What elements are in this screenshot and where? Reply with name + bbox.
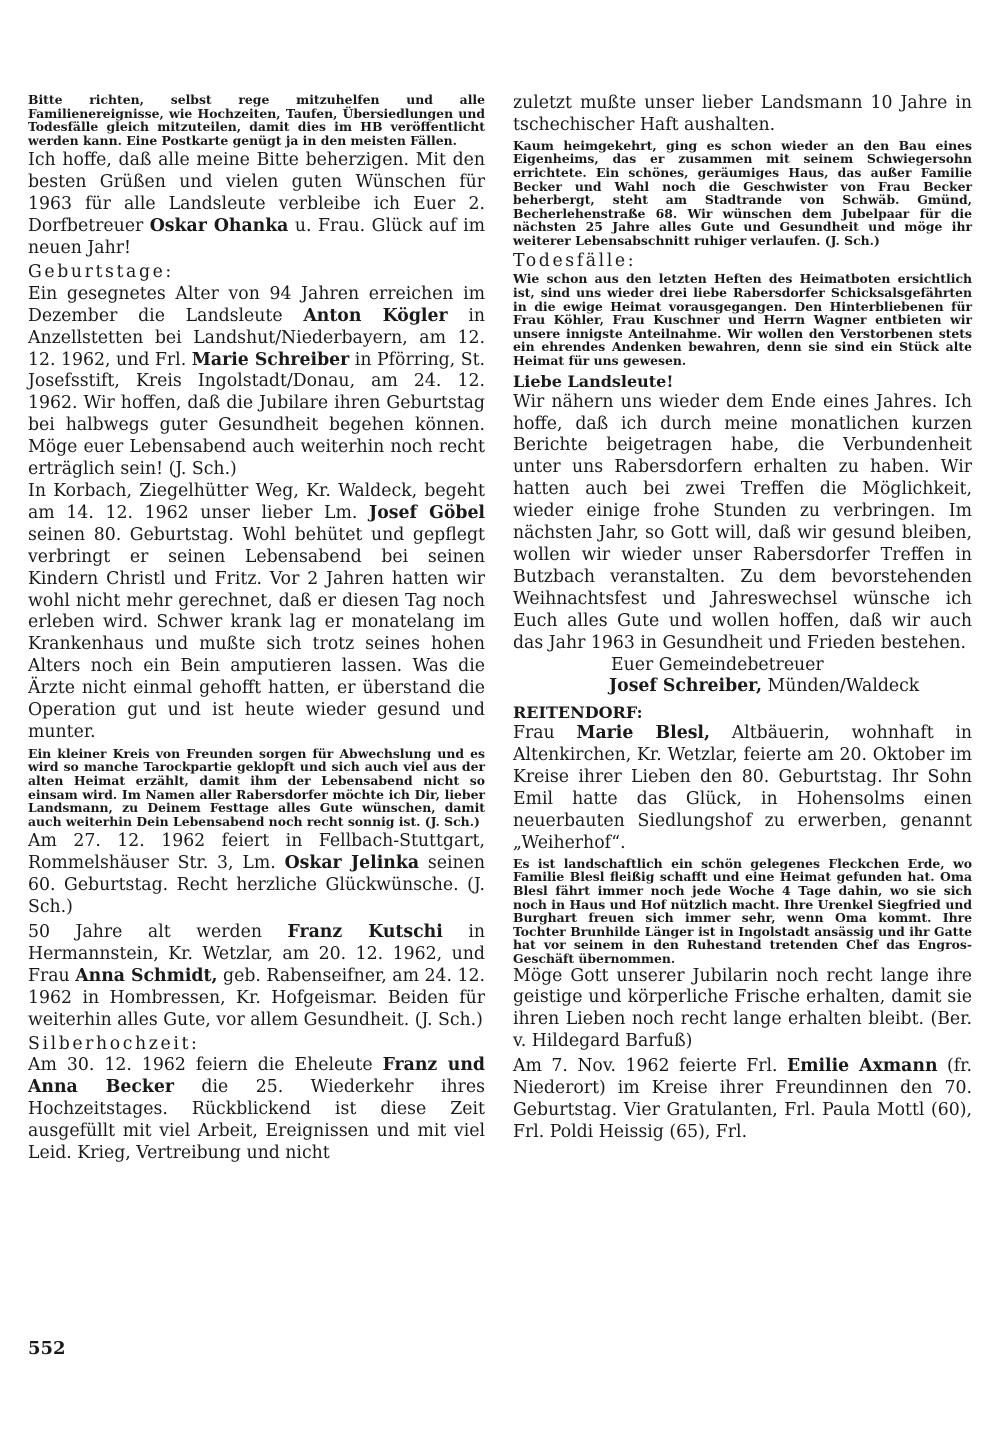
name-anton-koegler: Anton Kögler [303, 305, 448, 326]
page-number: 552 [28, 1338, 66, 1359]
name-franz-anna-becker: Franz und Anna Becker [28, 1055, 485, 1098]
paragraph-blesl-wishes: Möge Gott unserer Jubilarin noch recht lange ihre geistige und körperliche Frische erhalten, damit sie ihren Lieben noch recht lange erhalten bleibt. (Ber. v. Hildegard Barfuß) [513, 965, 972, 1052]
name-josef-schreiber: Josef Schreiber, [609, 676, 763, 697]
heading-reitendorf: REITENDORF: [513, 703, 643, 723]
paragraph-report-request: Bitte richten, selbst rege mitzuhelfen und alle Familienereignisse, wie Hochzeiten, Taufen, Übersiedlungen und Todesfälle gleich mitzuteilen, damit dies im HB veröffentlicht werden kann. Eine Postkarte genügt ja in den meisten Fällen. [28, 92, 485, 148]
name-josef-goebel: Josef Göbel [369, 502, 485, 523]
paragraph-closing-ohanka: Ich hoffe, daß alle meine Bitte beherzigen. Mit den besten Grüßen und vielen guten Wünschen für 1963 für alle Landsleute verbleibe ich Euer 2. Dorfbetreuer Oskar Ohanka u. Frau. Glück auf im neuen Jahr! [28, 150, 485, 258]
paragraph-becker: Am 30. 12. 1962 feiern die Eheleute Franz und Anna Becker die 25. Wiederkehr ihres Hochzeitstages. Rückblickend ist diese Zeit ausgefüllt mit viel Arbeit, Ereignissen und mit viel Leid. Krieg, Vertreibung und nicht [28, 1055, 485, 1164]
name-anna-schmidt: Anna Schmidt, [75, 965, 218, 986]
paragraph-goebel-friends: Ein kleiner Kreis von Freunden sorgen für Abwechslung und es wird so manche Tarockpartie geklopft und sich auch viel aus der alten Heimat erzählt, damit ihm der Lebensabend nicht so einsam wird. Im Namen aller Rabersdorfer möchte ich Dir, lieber Landsmann, zu Deinem Festtage alles Gute wünschen, damit auch weiterhin Dein Lebensabend noch recht sonnig ist. (J. Sch.) [28, 745, 485, 829]
paragraph-liebe-landsleute: Wir nähern uns wieder dem Ende eines Jahres. Ich hoffe, daß ich durch meine monatlichen kurzen Berichte beigetragen habe, die Verbundenheit unter uns Rabersdorfern erhalten zu haben. Wir hatten auch bei zwei Treffen die Möglichkeit, wieder einige frohe Stunden zu verbringen. Im nächsten Jahr, so Gott will, daß wir gesund bleiben, wollen wir wieder unser Rabersdorfer Treffen in Butzbach veranstalten. Zu dem bevorstehenden Weihnachtsfest und Jahreswechsel wünsche ich Euch alles Gute und wollen hoffen, daß wir auch das Jahr 1963 in Gesundheit und Frieden bestehen. [513, 391, 972, 653]
heading-geburtstage: Geburtstage: [28, 261, 174, 282]
paragraph-becker-house: Kaum heimgekehrt, ging es schon wieder an den Bau eines Eigenheims, das er zusammen mit seinem Schwiegersohn errichtete. Ein schönes, geräumiges Haus, das außer Familie Becker und Wahl noch die Geschwister von Frau Becker beherbergt, steht am Stadtrande von Schwäb. Gmünd, Becherlehenstraße 68. Wir wünschen dem Jubelpaar für die nächsten 25 Jahre alles Gute und Gesundheit und möge ihr weiterer Lebensabschnitt ruhiger verlaufen. (J. Sch.) [513, 137, 972, 248]
heading-liebe-landsleute: Liebe Landsleute! [513, 371, 674, 391]
name-oskar-ohanka: Oskar Ohanka [149, 216, 289, 237]
name-marie-blesl: Marie Blesl, [576, 723, 711, 744]
paragraph-blesl-details: Es ist landschaftlich ein schön gelegenes Fleckchen Erde, wo Familie Blesl fleißig schafft und eine Heimat gefunden hat. Oma Blesl fährt immer noch jede Woche 4 Tage dahin, wo sie sich noch in Haus und Hof nützlich macht. Ihre Urenkel Siegfried und Burghart freuen sich immer sehr, wenn Oma kommt. Ihre Tochter Brunhilde Länger ist in Ingolstadt ansässig und ihr Gatte hat vor seinem in den Ruhestand tretenden Chef das Engros-Geschäft übernommen. [513, 855, 972, 966]
paragraph-axmann: Am 7. Nov. 1962 feierte Frl. Emilie Axmann (fr. Niederort) im Kreise ihrer Freundinnen den 70. Geburtstag. Vier Gratulanten, Frl. Paula Mottl (60), Frl. Poldi Heissig (65), Frl. [513, 1056, 972, 1142]
left-column [28, 93, 485, 1165]
name-emilie-axmann: Emilie Axmann [787, 1056, 938, 1077]
name-franz-kutschi: Franz Kutschi [287, 922, 443, 943]
signature-title: Euer Gemeindebetreuer [611, 654, 824, 675]
name-marie-schreiber: Marie Schreiber [191, 349, 350, 370]
paragraph-goebel: In Korbach, Ziegelhütter Weg, Kr. Waldeck, begeht am 14. 12. 1962 unser lieber Lm. Josef Göbel seinen 80. Geburtstag. Wohl behütet und gepflegt verbringt er seinen Lebensabend bei seinen Kindern Christl und Fritz. Vor 2 Jahren hatten wir wohl nicht mehr gerechnet, daß er diesen Tag noch erleben wird. Schwer krank lag er monatelang im Krankenhaus und mußte sich trotz seines hohen Alters noch ein Bein amputieren lassen. Was die Ärzte nicht einmal gehofft hatten, er überstand die Operation gut und ist heute wieder gesund und munter. [28, 480, 485, 742]
paragraph-jelinka: Am 27. 12. 1962 feiert in Fellbach-Stuttgart, Rommelshäuser Str. 3, Lm. Oskar Jelinka seinen 60. Geburtstag. Recht herzliche Glückwünsche. (J. Sch.) [28, 831, 485, 918]
paragraph-kutschi-schmidt: 50 Jahre alt werden Franz Kutschi in Hermannstein, Kr. Wetzlar, am 20. 12. 1962, und Frau Anna Schmidt, geb. Rabenseifner, am 24. 12. 1962 in Hombressen, Kr. Hofgeismar. Beiden für weiterhin alles Gute, vor allem Gesundheit. (J. Sch.) [28, 922, 486, 1030]
heading-silberhochzeit: Silberhochzeit: [28, 1033, 200, 1054]
paragraph-todesfaelle: Wie schon aus den letzten Heften des Heimatboten ersichtlich ist, sind uns wieder drei liebe Rabersdorfer Schicksalsgefährten in die ewige Heimat vorausgegangen. Den Hinterbliebenen für Frau Köhler, Frau Kuschner und Herrn Wagner entbieten wir unsere innigste Anteilnahme. Wir wollen den Verstorbenen stets ein ehrendes Andenken bewahren, denn sie sind ein Stück alte Heimat für uns gewesen. [513, 271, 972, 369]
paragraph-blesl: Frau Marie Blesl, Altbäuerin, wohnhaft in Altenkirchen, Kr. Wetzlar, feierte am 20. Oktober im Kreise ihrer Lieben den 80. Geburtstag. Ihr Sohn Emil hatte das Glück, in Hohensolms einen neuerbauten Siedlungshof zu erwerben, genannt „Weiherhof“. [513, 723, 973, 853]
right-column [513, 93, 972, 1144]
paragraph-koegler-schreiber: Ein gesegnetes Alter von 94 Jahren erreichen im Dezember die Landsleute Anton Kögler in Anzellstetten bei Landshut/Niederbayern, am 12. 12. 1962, und Frl. Marie Schreiber in Pförring, St. Josefsstift, Kreis Ingolstadt/Donau, am 24. 12. 1962. Wir hoffen, daß die Jubilare ihren Geburtstag bei halbwegs guter Gesundheit begehen können. Möge euer Lebensabend auch weiterhin noch recht erträglich sein! (J. Sch.) [28, 283, 486, 480]
name-oskar-jelinka: Oskar Jelinka [284, 853, 420, 874]
paragraph-becker-continued: zuletzt mußte unser lieber Landsmann 10 Jahre in tschechischer Haft aushalten. [513, 93, 972, 135]
signature: Josef Schreiber, Münden/Waldeck [609, 676, 920, 697]
heading-todesfaelle: Todesfälle: [513, 250, 637, 271]
